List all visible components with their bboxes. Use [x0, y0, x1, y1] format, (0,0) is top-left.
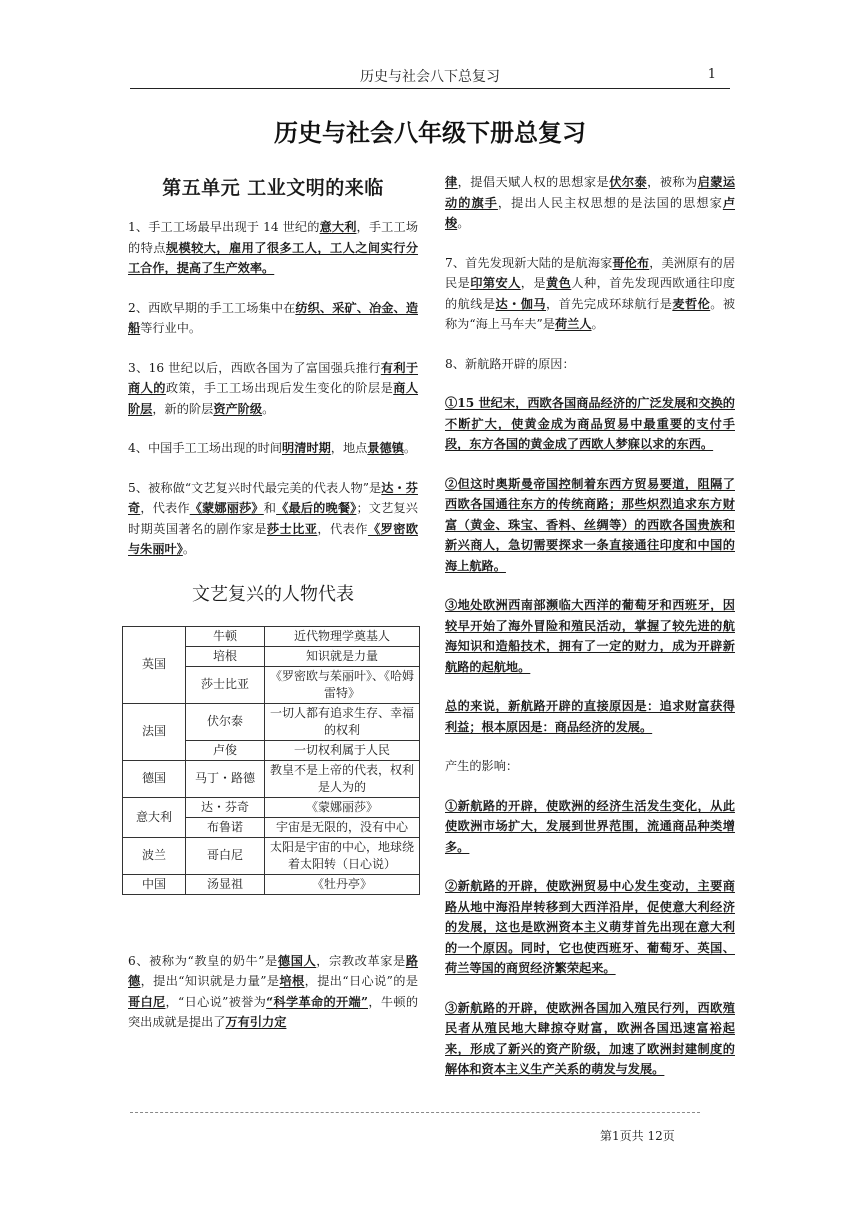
- table-row: [123, 626, 420, 646]
- contribution-cell: 《牡丹亭》: [265, 874, 420, 894]
- item-7: 7、首先发现新大陆的是航海家哥伦布，美洲原有的居民是印第安人，是黄色人种，首先发现西欧通往印度的航线是达・伽马，首先完成环球航行是麦哲伦。被称为“海上马车夫”是荷兰人。: [445, 255, 736, 331]
- contribution-cell: 教皇不是上帝的代表，权利是人为的: [265, 760, 420, 797]
- item-6-continued: 律，提倡天赋人权的思想家是伏尔泰，被称为启蒙运动的旗手，提出人民主权思想的是法国的思想家卢梭。: [445, 175, 736, 230]
- country-cell: 意大利: [123, 797, 186, 837]
- effect-1: ①新航路的开辟，使欧洲的经济生活发生变化，从此使欧洲市场扩大，发展到世界范围，流通商品种类增多。: [445, 798, 735, 854]
- contribution-cell: 近代物理学奠基人: [265, 626, 420, 646]
- person-cell: 布鲁诺: [186, 817, 265, 837]
- table-row: [123, 703, 420, 740]
- person-cell: 卢俊: [186, 740, 265, 760]
- unit-title: 第五单元 工业文明的来临: [162, 177, 384, 199]
- table-row: [123, 797, 420, 817]
- contribution-cell: 《蒙娜丽莎》: [265, 797, 420, 817]
- country-cell: 法国: [123, 703, 186, 760]
- table-title: 文艺复兴的人物代表: [192, 583, 354, 605]
- document-title: 历史与社会八年级下册总复习: [274, 119, 586, 147]
- person-cell: 培根: [186, 646, 265, 666]
- item-6: 6、被称为“教皇的奶牛”是德国人，宗教改革家是路德，提出“知识就是力量”是培根，提出“日心说”的是哥白尼，“日心说”被誉为“科学革命的开端”，牛顿的突出成就是提出了万有引力定: [128, 953, 419, 1029]
- reason-2: ②但这时奥斯曼帝国控制着东西方贸易要道，阻隔了西欧各国通往东方的传统商路；那些炽烈追求东方财富（黄金、珠宝、香料、丝绸等）的西欧各国贵族和新兴商人，急切需要探求一条直接通往印度和中国的海上航路。: [445, 476, 735, 573]
- header-page-number: 1: [707, 67, 716, 82]
- person-cell: 哥白尼: [186, 837, 265, 874]
- page-header: [130, 62, 730, 89]
- country-cell: 中国: [123, 874, 186, 894]
- person-cell: 莎士比亚: [186, 666, 265, 703]
- item-1: 1、手工工场最早出现于 14 世纪的意大利，手工工场的特点规模较大，雇用了很多工人，工人之间实行分工合作，提高了生产效率。: [128, 220, 419, 275]
- left-column: [128, 175, 418, 1052]
- item-2: 2、西欧早期的手工工场集中在纺织、采矿、冶金、造船等行业中。: [128, 300, 419, 335]
- reason-3: ③地处欧洲西南部濒临大西洋的葡萄牙和西班牙，因较早开始了海外冒险和殖民活动，掌握了较先进的航海知识和造船技术，拥有了一定的财力，成为开辟新航路的起航地。: [445, 598, 735, 674]
- country-cell: 波兰: [123, 837, 186, 874]
- renaissance-figures-table: [122, 626, 420, 895]
- item-5: 5、被称做“文艺复兴时代最完美的代表人物”是达・芬奇，代表作《蒙娜丽莎》和《最后的晚餐》；文艺复兴时期英国著名的剧作家是莎士比亚，代表作《罗密欧与朱丽叶》。: [128, 480, 419, 556]
- item-3: 3、16 世纪以后，西欧各国为了富国强兵推行有利于商人的政策，手工工场出现后发生变化的阶层是商人阶层，新的阶层资产阶级。: [128, 360, 419, 416]
- contribution-cell: 宇宙是无限的，没有中心: [265, 817, 420, 837]
- person-cell: 汤显祖: [186, 874, 265, 894]
- person-cell: 伏尔泰: [186, 703, 265, 740]
- summary: 总的来说，新航路开辟的直接原因是：追求财富获得利益；根本原因是：商品经济的发展。: [445, 699, 735, 734]
- item-8-heading: 8、新航路开辟的原因：: [445, 356, 575, 371]
- right-column: [445, 172, 735, 1099]
- person-cell: 达・芬奇: [186, 797, 265, 817]
- contribution-cell: 太阳是宇宙的中心，地球绕着太阳转（日心说）: [265, 837, 420, 874]
- table-row: [123, 874, 420, 894]
- contribution-cell: 一切权利属于人民: [265, 740, 420, 760]
- effects-heading: 产生的影响：: [445, 759, 519, 773]
- country-cell: 德国: [123, 760, 186, 797]
- reason-1: ①15 世纪末，西欧各国商品经济的广泛发展和交换的不断扩大，使黄金成为商品贸易中最重要的支付手段，东方各国的黄金成了西欧人梦寐以求的东西。: [445, 396, 735, 451]
- footer-divider: [130, 1112, 700, 1114]
- contribution-cell: 知识就是力量: [265, 646, 420, 666]
- country-cell: 英国: [123, 626, 186, 703]
- person-cell: 马丁・路德: [186, 760, 265, 797]
- contribution-cell: 《罗密欧与茱丽叶》、《哈姆雷特》: [265, 666, 420, 703]
- contribution-cell: 一切人都有追求生存、幸福的权利: [265, 703, 420, 740]
- table-row: [123, 760, 420, 797]
- table-row: [123, 837, 420, 874]
- header-title: 历史与社会八下总复习: [360, 69, 500, 85]
- effect-3: ③新航路的开辟，使欧洲各国加入殖民行列，西欧殖民者从殖民地大肆掠夺财富，欧洲各国迅速富裕起来，形成了新兴的资产阶级，加速了欧洲封建制度的解体和资本主义生产关系的萌发与发展。: [445, 1000, 735, 1076]
- item-4: 4、中国手工工场出现的时间明清时期，地点景德镇。: [128, 441, 417, 455]
- effect-2: ②新航路的开辟，使欧洲贸易中心发生变动，主要商路从地中海沿岸转移到大西洋沿岸，促使意大利经济的发展，这也是欧洲资本主义萌芽首先出现在意大利的一个原因。同时，它也使西班牙、葡萄牙、英国、荷兰等国的商贸经济繁荣起来。: [445, 879, 735, 975]
- footer-page-info: 第1页共 12页: [600, 1129, 675, 1143]
- person-cell: 牛顿: [186, 626, 265, 646]
